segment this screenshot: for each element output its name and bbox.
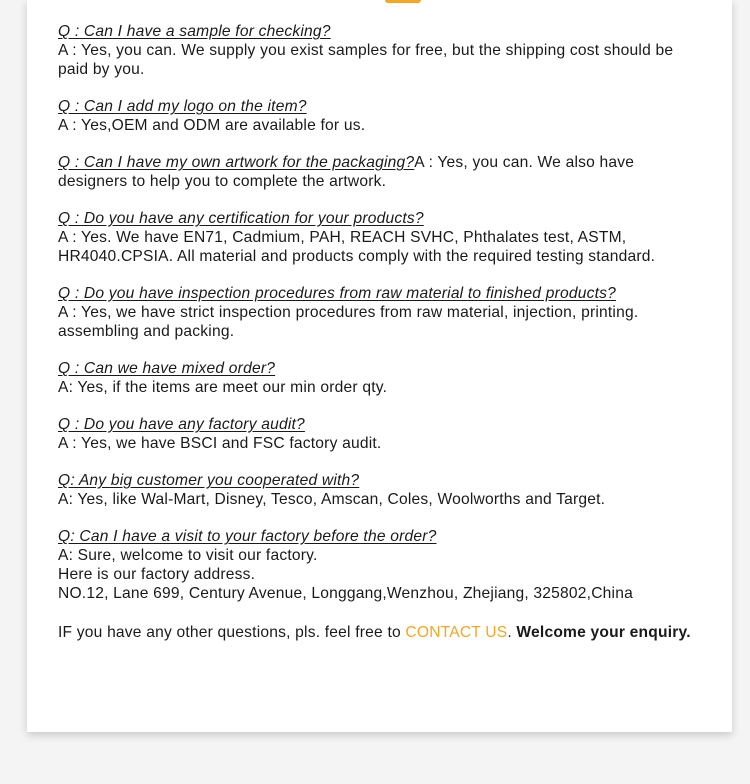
question: Q : Can I add my logo on the item? — [58, 98, 307, 115]
answer-line: Here is our factory address. — [58, 566, 256, 583]
answer: A : Yes, you can. We also have designers to help you to complete the artwork. — [58, 154, 635, 190]
faq-item — [58, 209, 708, 266]
question: Q: Can I have a visit to your factory before the order? — [58, 528, 437, 545]
question: Q : Do you have any factory audit? — [58, 416, 305, 433]
question: Q: Any big customer you cooperated with? — [58, 472, 360, 489]
closing-note — [58, 623, 708, 642]
faq-item — [58, 527, 708, 603]
faq-item — [58, 284, 708, 341]
faq-list — [58, 22, 708, 621]
question: Q : Do you have inspection procedures from raw material to finished products? — [58, 285, 616, 302]
answer: A : Yes, you can. We supply you exist samples for free, but the shipping cost should be paid by you. — [58, 42, 674, 78]
closing-separator: . — [507, 624, 517, 641]
faq-item — [58, 97, 708, 135]
answer: A : Yes. We have EN71, Cadmium, PAH, REACH SVHC, Phthalates test, ASTM, HR4040.CPSIA. All material and products comply with the required testing standard. — [58, 229, 656, 265]
faq-item — [58, 153, 708, 191]
contact-us-link[interactable]: CONTACT US — [405, 624, 508, 641]
closing-text: IF you have any other questions, pls. feel free to — [58, 624, 406, 641]
answer: A: Sure, welcome to visit our factory. — [58, 547, 318, 564]
faq-item — [58, 359, 708, 397]
answer: A : Yes,OEM and ODM are available for us. — [58, 117, 366, 134]
question: Q : Can we have mixed order? — [58, 360, 276, 377]
question: Q : Can I have a sample for checking? — [58, 23, 331, 40]
answer: A : Yes, we have BSCI and FSC factory audit. — [58, 435, 382, 452]
question: Q : Do you have any certification for your products? — [58, 210, 424, 227]
question: Q : Can I have my own artwork for the packaging? — [58, 154, 415, 171]
welcome-text: Welcome your enquiry. — [516, 624, 691, 641]
faq-item — [58, 471, 708, 509]
answer: A: Yes, if the items are meet our min order qty. — [58, 379, 388, 396]
top-accent-bar — [385, 0, 421, 3]
factory-address: NO.12, Lane 699, Century Avenue, Longgang,Wenzhou, Zhejiang, 325802,China — [58, 585, 633, 602]
answer: A : Yes, we have strict inspection procedures from raw material, injection, printing. assembling and packing. — [58, 304, 639, 340]
answer: A: Yes, like Wal-Mart, Disney, Tesco, Amscan, Coles, Woolworths and Target. — [58, 491, 606, 508]
faq-item — [58, 22, 708, 79]
faq-item — [58, 415, 708, 453]
